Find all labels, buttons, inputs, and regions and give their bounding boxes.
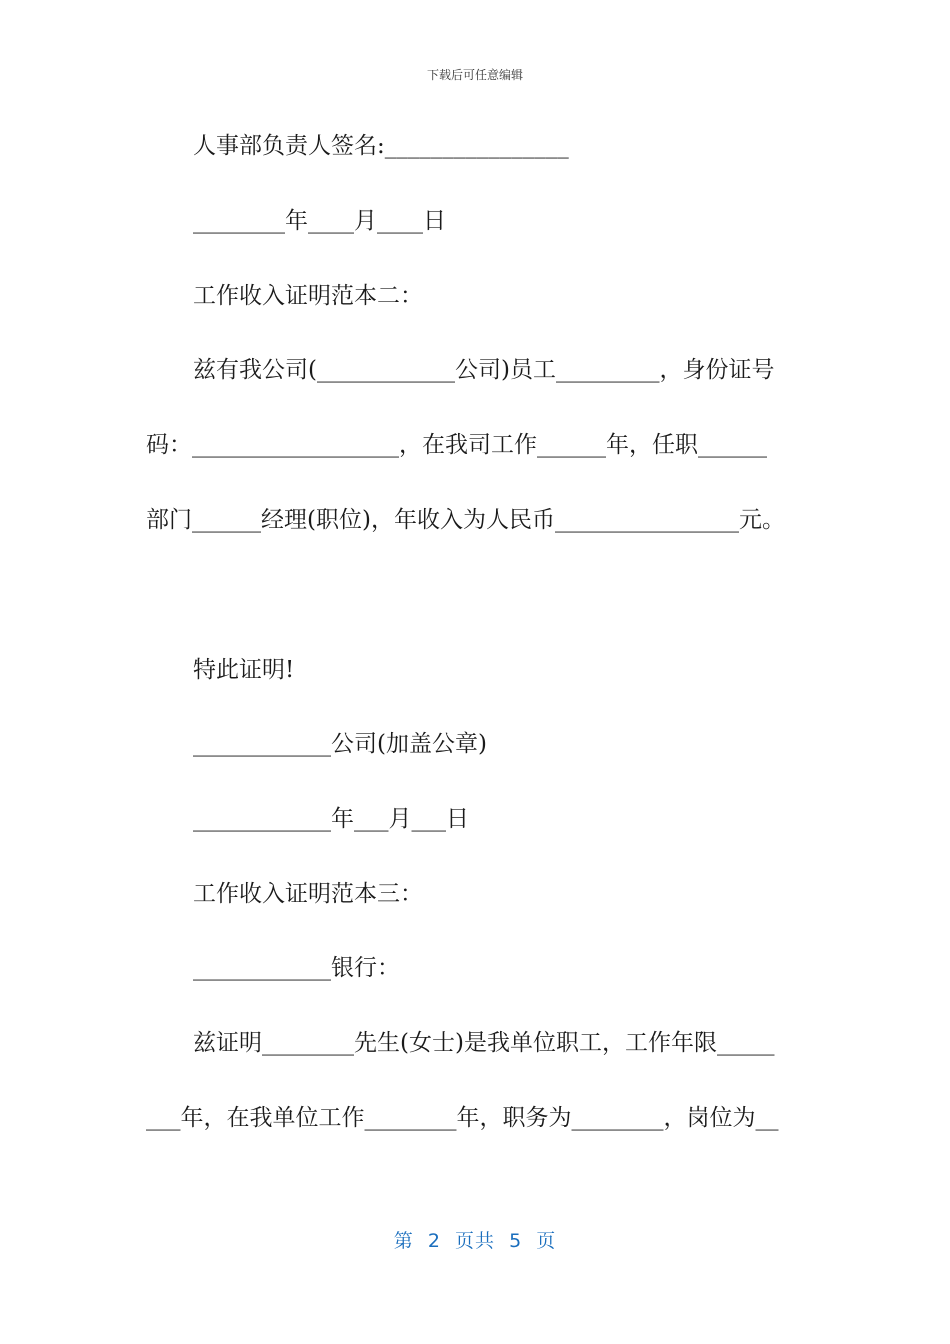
section-title-template-3: 工作收入证明范本三： xyxy=(193,881,423,907)
section-title-template-2: 工作收入证明范本二： xyxy=(193,283,423,309)
page-number-footer: 第 2 页共 5 页 xyxy=(393,1230,557,1252)
company-seal-line: ____________公司(加盖公章) xyxy=(193,731,487,757)
body-line-5: ___年，在我单位工作________年，职务为________，岗位为__ xyxy=(146,1105,779,1131)
body-line-3: 部门______经理(职位)，年收入为人民币________________元。 xyxy=(146,507,785,533)
bank-address-line: ____________银行： xyxy=(193,955,400,981)
body-line-1: 兹有我公司(____________公司)员工_________，身份证号 xyxy=(193,357,775,383)
hr-signature-line: 人事部负责人签名:________________ xyxy=(193,133,569,159)
body-line-2: 码：__________________，在我司工作______年，任职______ xyxy=(146,432,767,458)
page-header-note: 下载后可任意编辑 xyxy=(426,68,523,82)
body-line-4: 兹证明________先生(女士)是我单位职工，工作年限_____ xyxy=(193,1030,775,1056)
certify-statement: 特此证明! xyxy=(193,657,295,683)
date-line-1: ________年____月____日 xyxy=(193,208,446,234)
date-line-2: ____________年___月___日 xyxy=(193,806,469,832)
